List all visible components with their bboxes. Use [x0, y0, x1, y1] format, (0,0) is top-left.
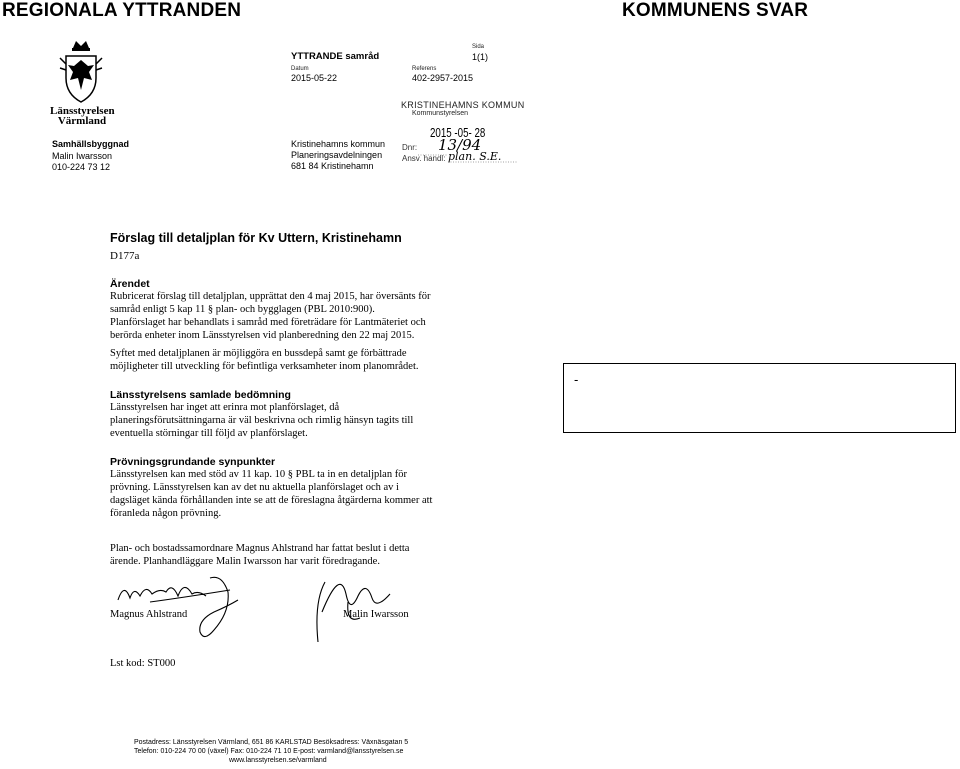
case-id: D177a [110, 250, 140, 262]
page-label: Sida [472, 44, 485, 50]
body-line: Länsstyrelsen kan med stöd av 11 kap. 10 § PBL ta in en detaljplan för [110, 469, 407, 480]
signatory-name: Magnus Ahlstrand [110, 609, 188, 620]
body-line: dagsläget kända förhållanden inte se att de föreslagna åtgärderna kommer att [110, 495, 433, 506]
column-header-regional-statements: REGIONALA YTTRANDEN [2, 0, 242, 21]
officer-phone: 010-224 73 12 [52, 162, 111, 172]
officer-name: Malin Iwarsson [52, 151, 113, 161]
date-label: Datum [291, 66, 309, 72]
reference-value: 402-2957-2015 [412, 73, 474, 83]
body-line: ärende. Planhandläggare Malin Iwarsson har varit föredragande. [110, 556, 380, 567]
stamp-handler-value: plan. S.E. [448, 150, 502, 163]
section-heading: Länsstyrelsens samlade bedömning [110, 389, 291, 401]
footer-line: Telefon: 010-224 70 00 (växel) Fax: 010-224 71 10 E-post: varmland@lansstyrelsen.se [134, 748, 404, 755]
body-line: prövning. Länsstyrelsen kan av det nu aktuella planförslaget och av i [110, 482, 399, 493]
body-line: möjligheter till utveckling för befintliga verksamheter inom planområdet. [110, 361, 419, 372]
agency-name: Länsstyrelsen Värmland [50, 105, 115, 127]
body-line: Länsstyrelsen har inget att erinra mot planförslaget, då [110, 402, 340, 413]
body-line: eventuella störningar till följd av planförslaget. [110, 428, 308, 439]
recipient-line: 681 84 Kristinehamn [291, 161, 374, 171]
body-line: planeringsförutsättningarna är väl beskrivna och rimlig hänsyn tagits till [110, 415, 414, 426]
recipient-line: Kristinehamns kommun [291, 139, 386, 149]
body-line: föranleda någon prövning. [110, 508, 222, 519]
document-type: YTTRANDE samråd [291, 51, 380, 62]
body-line: berörda enheter inom Länsstyrelsen vid planberedning den 22 maj 2015. [110, 330, 415, 341]
lst-code: Lst kod: ST000 [110, 658, 176, 669]
stamp-dnr-value: 13/94 [438, 136, 482, 154]
body-line: samråd enligt 5 kap 11 § plan- och bygglagen (PBL 2010:900). [110, 304, 375, 315]
coat-of-arms-icon [58, 38, 104, 108]
stamp-subtitle: Kommunstyrelsen [412, 110, 469, 117]
municipal-response-box[interactable] [563, 363, 956, 433]
section-heading: Ärendet [110, 278, 150, 290]
body-line: Syftet med detaljplanen är möjliggöra en bussdepå samt ge förbättrade [110, 348, 407, 359]
response-text: - [574, 372, 579, 387]
document-title: Förslag till detaljplan för Kv Uttern, Kristinehamn [110, 231, 402, 245]
body-line: Planförslaget har behandlats i samråd med företrädare för Lantmäteriet och [110, 317, 426, 328]
stamp-dnr-label: Dnr: [402, 143, 418, 152]
column-header-municipal-response: KOMMUNENS SVAR [622, 0, 809, 21]
stamp-handler-label: Ansv. handl: [402, 154, 446, 163]
signatory-name: Malin Iwarsson [343, 609, 409, 620]
scanned-letter [0, 24, 560, 769]
page-value: 1(1) [472, 52, 489, 62]
stamp-underline [418, 152, 518, 164]
body-line: Plan- och bostadssamordnare Magnus Ahlstrand har fattat beslut i detta [110, 543, 410, 554]
reference-label: Referens [412, 66, 437, 72]
stamp-date: 2015 -05- 28 [430, 125, 486, 140]
section-heading: Prövningsgrundande synpunkter [110, 456, 276, 468]
recipient-line: Planeringsavdelningen [291, 150, 383, 160]
footer-line: Postadress: Länsstyrelsen Värmland, 651 86 KARLSTAD Besöksadress: Växnäsgatan 5 [134, 739, 409, 746]
stamp-organization: KRISTINEHAMNS KOMMUN [401, 100, 525, 110]
footer-line: www.lansstyrelsen.se/varmland [229, 757, 327, 764]
date-value: 2015-05-22 [291, 73, 338, 83]
body-line: Rubricerat förslag till detaljplan, upprättat den 4 maj 2015, har översänts för [110, 291, 431, 302]
department: Samhällsbyggnad [52, 139, 130, 149]
